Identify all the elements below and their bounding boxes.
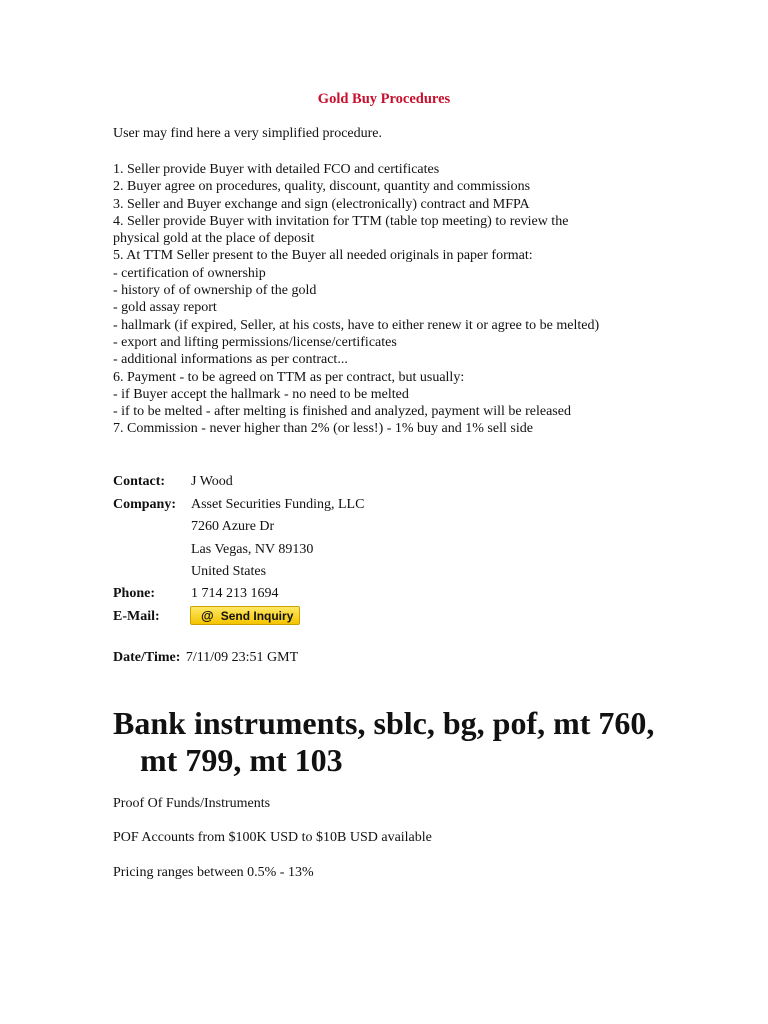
heading-line: Bank instruments, sblc, bg, pof, mt 760, (113, 705, 655, 741)
send-inquiry-label: Send Inquiry (220, 608, 294, 623)
step-line: 4. Seller provide Buyer with invitation for TTM (table top meeting) to review the (113, 213, 569, 229)
step-line: 6. Payment - to be agreed on TTM as per contract, but usually: (113, 369, 465, 385)
email-label: E-Mail: (113, 609, 160, 624)
step-line: - if Buyer accept the hallmark - no need to be melted (113, 386, 409, 402)
heading-line: mt 799, mt 103 (140, 742, 343, 778)
phone-value: 1 714 213 1694 (191, 586, 279, 601)
step-line: physical gold at the place of deposit (113, 231, 315, 247)
step-line: - certification of ownership (113, 265, 266, 281)
step-line: 2. Buyer agree on procedures, quality, discount, quantity and commissions (113, 179, 531, 195)
contact-value: J Wood (191, 474, 233, 489)
paragraph: Pricing ranges between 0.5% - 13% (113, 865, 314, 880)
step-line: 7. Commission - never higher than 2% (or less!) - 1% buy and 1% sell side (113, 421, 533, 437)
step-line: 3. Seller and Buyer exchange and sign (electronically) contract and MFPA (113, 196, 530, 212)
document-title: Gold Buy Procedures (317, 91, 451, 107)
procedure-steps (113, 161, 633, 438)
step-line: 5. At TTM Seller present to the Buyer all needed originals in paper format: (113, 248, 533, 264)
company-street: 7260 Azure Dr (191, 519, 275, 534)
step-line: - additional informations as per contract... (113, 352, 348, 368)
datetime-value: 7/11/09 23:51 GMT (185, 650, 299, 665)
at-icon: @ (201, 608, 214, 623)
phone-label: Phone: (113, 586, 155, 601)
step-line: - gold assay report (113, 300, 217, 316)
step-line: - hallmark (if expired, Seller, at his costs, have to either renew it or agree to be melted) (113, 317, 600, 333)
step-line: - export and lifting permissions/license/certificates (113, 334, 397, 350)
paragraph: POF Accounts from $100K USD to $10B USD available (113, 830, 432, 845)
send-inquiry-button[interactable] (190, 606, 300, 625)
step-line: - history of of ownership of the gold (113, 283, 317, 299)
section-heading (113, 705, 713, 779)
intro-text: User may find here a very simplified procedure. (113, 126, 383, 141)
company-name: Asset Securities Funding, LLC (191, 497, 365, 512)
contact-label: Contact: (113, 474, 166, 489)
step-line: 1. Seller provide Buyer with detailed FCO and certificates (113, 162, 440, 177)
paragraph: Proof Of Funds/Instruments (113, 796, 271, 811)
datetime-row (113, 650, 298, 666)
datetime-label: Date/Time: (113, 650, 181, 665)
company-label: Company: (113, 497, 177, 512)
step-line: - if to be melted - after melting is finished and analyzed, payment will be released (113, 404, 571, 420)
company-city: Las Vegas, NV 89130 (191, 542, 314, 557)
company-country: United States (191, 564, 267, 579)
